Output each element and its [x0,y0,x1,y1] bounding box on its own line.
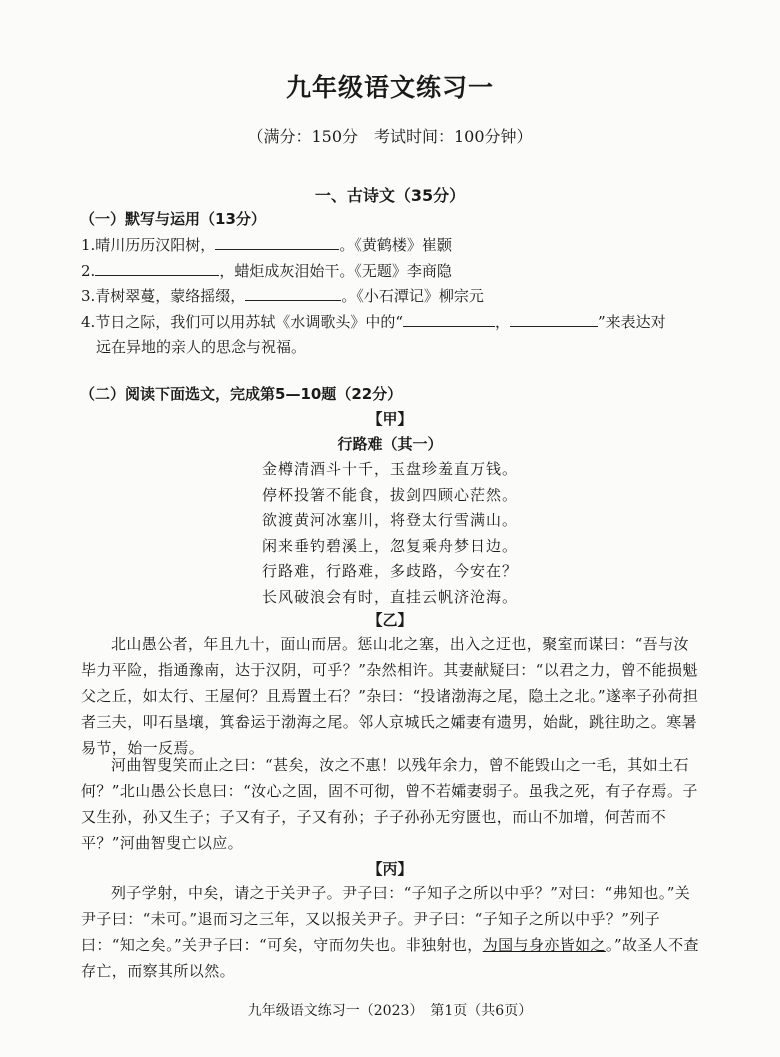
text-yi-paragraph-1 [81,631,699,761]
question-3-source: 。《小石潭记》柳宗元 [341,287,484,305]
answer-blank[interactable] [245,285,341,301]
question-4 [81,311,666,332]
paragraph-text-part: 列子学射，中矣，请之于关尹子。尹子曰：“子知子之所以中乎？”对曰：“弗知也。”关尹子曰：“未可。”退而习之三年，又以报关尹子。尹子曰：“子知子之所以中乎？”列子曰：“知之矣。”关尹子曰：“可矣，守而勿失也。非独射也， [81,884,691,954]
page-title: 九年级语文练习一 [285,73,494,102]
question-3 [81,285,484,306]
answer-blank[interactable] [215,234,339,250]
poem-line: 闲来垂钓碧溪上，忽复乘舟梦日边。 [261,537,518,555]
text-bing-paragraph [81,880,699,984]
section-heading: 一、古诗文（35分） [314,186,466,205]
question-3-text: 3.青树翠蔓，蒙络摇缀， [81,287,246,305]
poem-title: 行路难（其一） [337,435,443,453]
question-4-text-end: ”来表达对 [598,313,666,331]
answer-blank[interactable] [403,311,495,327]
poem-line: 金樽清酒斗十千，玉盘珍羞直万钱。 [261,460,518,478]
question-2 [81,260,452,281]
paragraph-text: 北山愚公者，年且九十，面山而居。惩山北之塞，出入之迂也，聚室而谋曰：“吾与汝毕力平险，指通豫南，达于汉阴，可乎？”杂然相许。其妻献疑曰：“以君之力，曾不能损魁父之丘，如太行、王屋何？且焉置土石？”杂曰：“投诸渤海之尾，隐土之北。”遂率子孙荷担者三夫，叩石垦壤，箕畚运于渤海之尾。邻人京城氏之孀妻有遗男，始龀，跳往助之。寒暑易节，始一反焉。 [81,635,699,757]
paragraph-text-part: 。”故圣人不查存亡，而察其所以然。 [81,936,699,980]
answer-blank[interactable] [95,260,219,276]
text-yi-mark: 【乙】 [367,611,413,629]
question-1-source: 。《黄鹤楼》崔颢 [339,236,452,254]
page-footer: 九年级语文练习一（2023） 第1页（共6页） [247,1003,533,1019]
part1-heading: （一）默写与运用（13分） [80,210,266,228]
question-1 [81,234,452,255]
part2-heading: （二）阅读下面选文，完成第5—10题（22分） [80,385,403,403]
poem-line: 行路难，行路难，多歧路，今安在？ [261,562,518,580]
question-2-text: ，蜡炬成灰泪始干。《无题》李商隐 [219,262,452,280]
text-bing-mark: 【丙】 [367,860,413,878]
question-1-text: 1.晴川历历汉阳树， [81,236,216,254]
question-4-line2: 远在异地的亲人的思念与祝福。 [96,338,307,356]
text-jia-mark: 【甲】 [367,410,413,428]
text-yi-paragraph-2 [81,752,699,856]
question-4-text: 4.节日之际，我们可以用苏轼《水调歌头》中的“ [81,313,403,331]
exam-info: （满分：150分 考试时间：100分钟） [247,127,533,146]
poem-line: 长风破浪会有时，直挂云帆济沧海。 [261,588,518,606]
poem-line: 停杯投箸不能食，拔剑四顾心茫然。 [261,486,518,504]
answer-blank[interactable] [510,311,598,327]
paragraph-text: 河曲智叟笑而止之曰：“甚矣，汝之不惠！以残年余力，曾不能毁山之一毛，其如土石何？”北山愚公长息曰：“汝心之固，固不可彻，曾不若孀妻弱子。虽我之死，有子存焉。子又生孙，孙又生子；子又有子，子又有孙；子子孙孙无穷匮也，而山不加增，何苦而不平？”河曲智叟亡以应。 [81,756,698,852]
underlined-sentence: 为国与身亦皆如之 [482,936,606,954]
paragraph-text [81,880,699,984]
question-2-number: 2. [81,262,96,280]
poem-line: 欲渡黄河冰塞川，将登太行雪满山。 [261,511,518,529]
question-4-comma: ， [494,313,510,331]
